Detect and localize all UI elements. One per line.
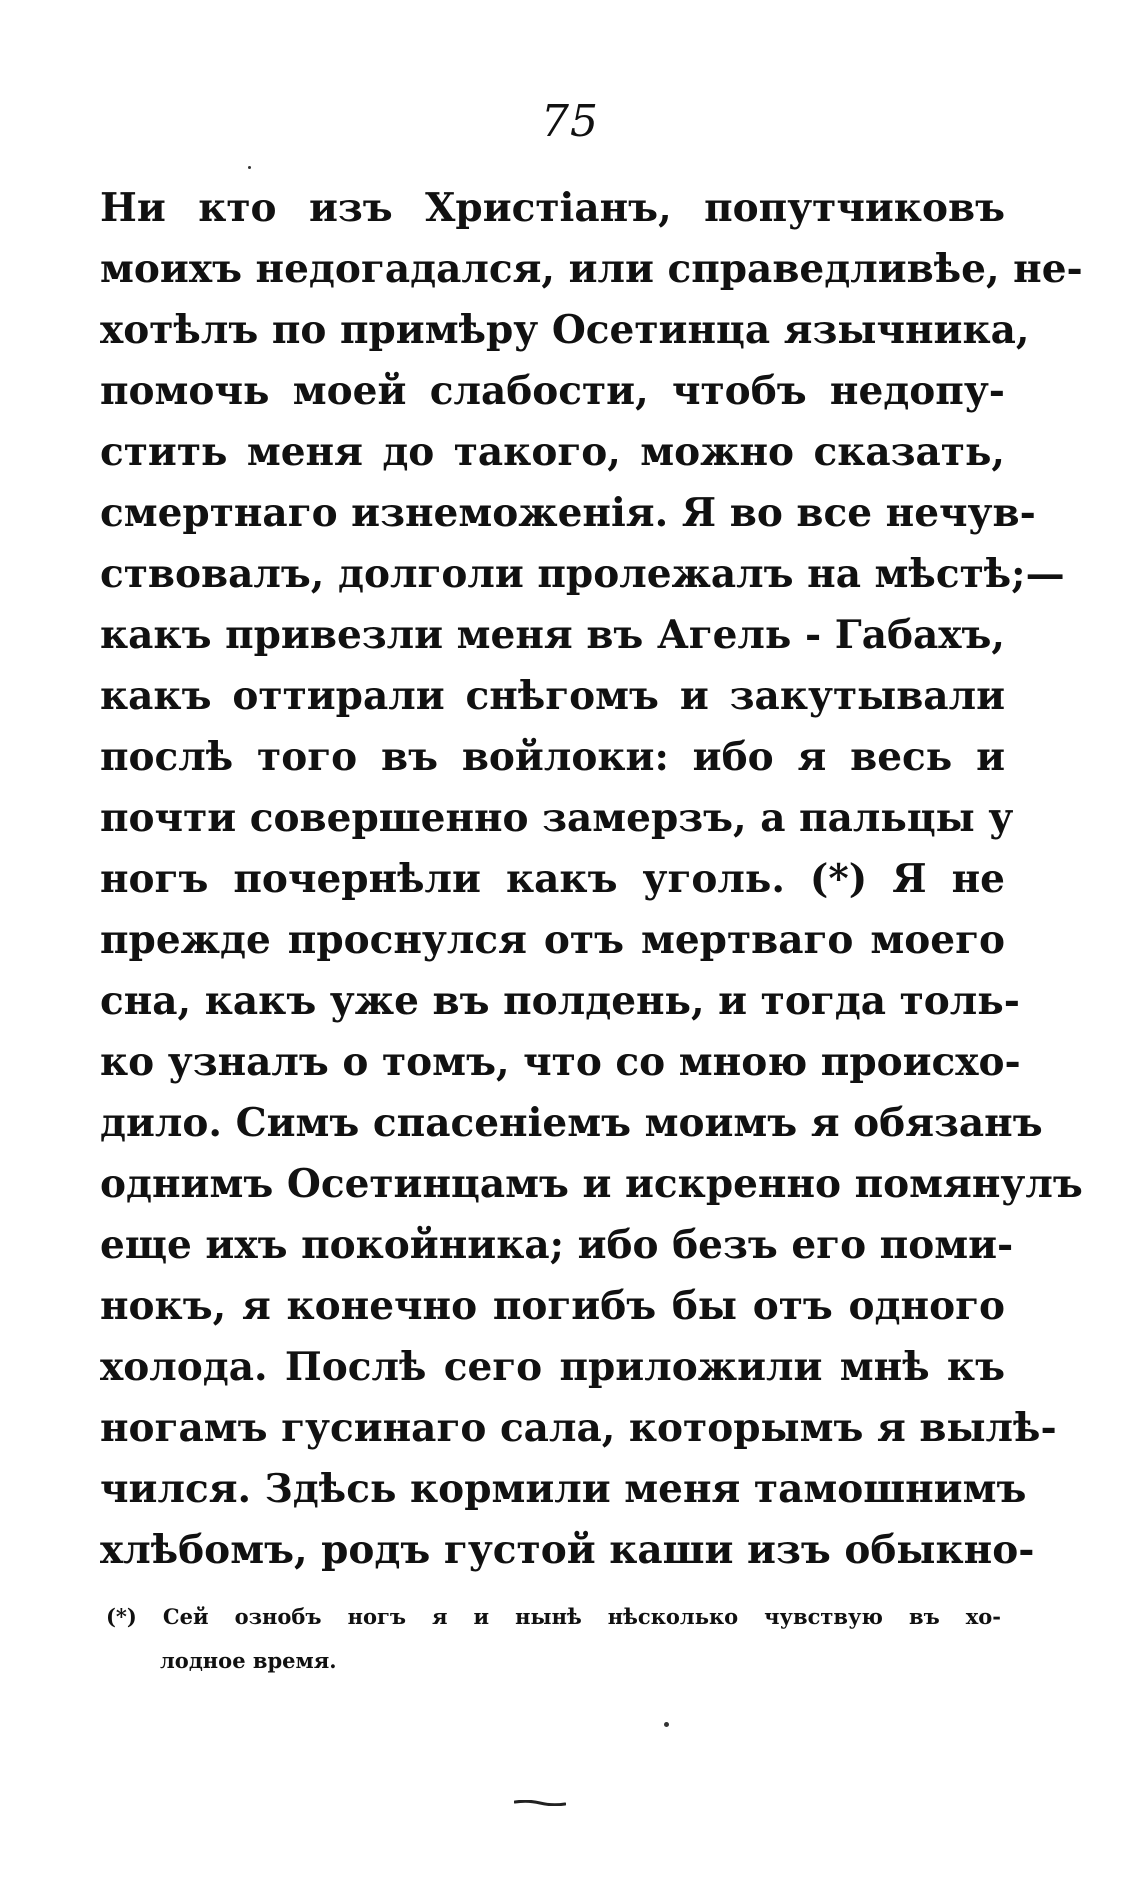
text-line: однимъ Осетинцамъ и искренно помянулъ (100, 1161, 1083, 1207)
text-line: ко узналъ о томъ, что со мною происхо- (100, 1039, 1021, 1085)
text-line: ствовалъ, долголи пролежалъ на мѣстѣ;— (100, 551, 1065, 597)
footnote-line: (*) Сей ознобъ ногъ я и нынѣ нѣсколько чувствую въ хо- (106, 1604, 1001, 1629)
text-line: хлѣбомъ, родъ густой каши изъ обыкно- (100, 1527, 1035, 1573)
text-line: ногъ почернѣли какъ уголь. (*) Я не (100, 856, 1005, 902)
page-number: 75 (541, 96, 599, 147)
text-line: моихъ недогадался, или справедливѣе, не- (100, 246, 1083, 292)
text-line: какъ привезли меня въ Агель - Габахъ, (100, 612, 1005, 658)
text-line: смертнаго изнеможенія. Я во все нечув- (100, 490, 1036, 536)
text-line: Ни кто изъ Христіанъ, попутчиковъ (100, 185, 1005, 231)
text-line: помочь моей слабости, чтобъ недопу- (100, 368, 1005, 414)
text-line: ногамъ гусинаго сала, которымъ я вылѣ- (100, 1405, 1057, 1451)
body-text (100, 178, 1083, 1581)
text-line: хотѣлъ по примѣру Осетинца язычника, (100, 307, 1030, 353)
text-line: еще ихъ покойника; ибо безъ его поми- (100, 1222, 1014, 1268)
text-line: стить меня до такого, можно сказать, (100, 429, 1005, 475)
text-line: чился. Здѣсь кормили меня тамошнимъ (100, 1466, 1027, 1512)
text-line: какъ оттирали снѣгомъ и закутывали (100, 673, 1005, 719)
print-speck (248, 166, 251, 169)
bottom-ornament (514, 1800, 566, 1806)
text-line: сна, какъ уже въ полдень, и тогда толь- (100, 978, 1020, 1024)
footnote (106, 1595, 1001, 1683)
footnote-line: лодное время. (160, 1648, 337, 1673)
text-line: дило. Симъ спасеніемъ моимъ я обязанъ (100, 1100, 1043, 1146)
text-line: послѣ того въ войлоки: ибо я весь и (100, 734, 1005, 780)
text-line: нокъ, я конечно погибъ бы отъ одного (100, 1283, 1005, 1329)
text-line: холода. Послѣ сего приложили мнѣ къ (100, 1344, 1005, 1390)
text-line: почти совершенно замерзъ, а пальцы у (100, 795, 1014, 841)
text-line: прежде проснулся отъ мертваго моего (100, 917, 1005, 963)
print-speck (664, 1722, 669, 1727)
